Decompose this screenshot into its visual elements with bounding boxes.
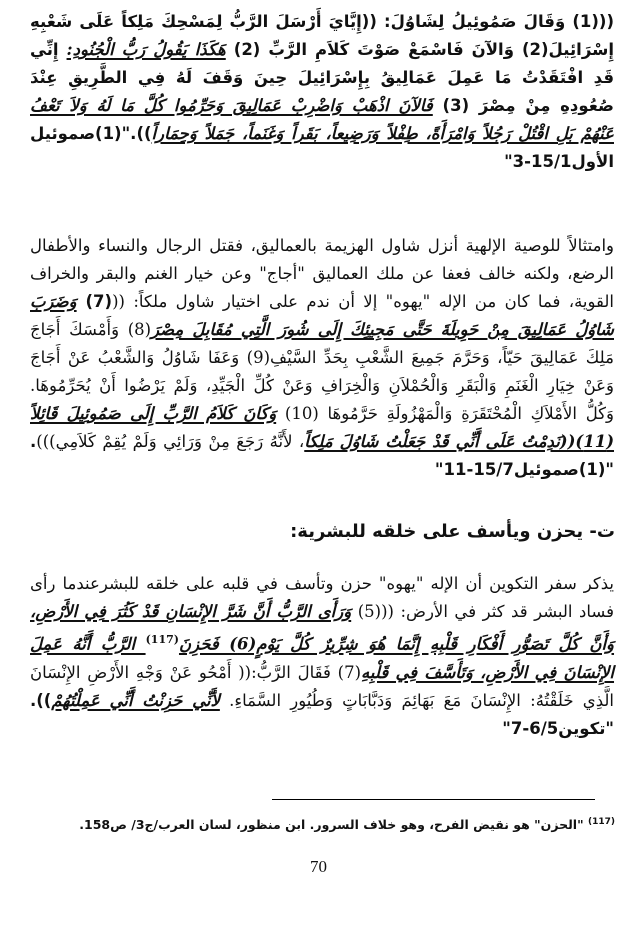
- footnote-text: "الحزن" هو نقيض الفرح، وهو خلاف السرور. ابن منظور، لسان العرب/ج3/ ص158.: [79, 817, 584, 833]
- quote-text: (((1) وَقَالَ صَمُوئِيلُ لِشَاوُلَ: ((إِيَّايَ أَرْسَلَ الرَّبُّ لِمَسْحِكَ مَلِكاً عَلَى شَعْبِهِ إِسْرَائِيلَ(2) وَالآنَ فَاسْمَعْ صَوْتَ كَلاَمِ الرَّبِّ (2): [30, 12, 614, 59]
- underlined-quote: هَكَذَا يَقُولُ رَبُّ الْجُنُودِ:: [66, 40, 226, 59]
- quote-close: )): [136, 124, 152, 143]
- footnote-reference[interactable]: (117): [145, 633, 179, 646]
- quote-text: (8) وَأَمْسَكَ أَجَاجَ مَلِكَ عَمَالِيقَ حَيّاً، وَحَرَّمَ جَمِيعَ الشَّعْبِ بِحَدِّ السَّيْفِ(9) وَعَفَا شَاوُلُ وَالشَّعْبُ عَنْ أَجَاجَ وَعَنْ خِيَارِ الْغَنَمِ وَالْبَقَرِ وَالْحُمْلاَنِ وَالْخِرَافِ وَعَنْ كُلِّ الْجَيِّدِ، وَلَمْ يَرْضُوا أَنْ يُحَرِّمُوهَا. وَكُلُّ الأَمْلاَكِ الْمُحْتَقَرَةِ وَالْمَهْزُولَةِ حَرَّمُوهَا (10): [30, 320, 615, 423]
- body-text: وامتثالاً للوصية الإلهية أنزل شاول الهزيمة بالعماليق، فقتل الرجال والنساء والأطفال الرضع، ولكنه خالف فعفا عن ملك العماليق "أجاج" وعن خيار الغنم والبقر والخراف القوية، فما كان من الإله "يهوه" إلا أن ندم على اختيار شاول ملكاً: ((: [30, 236, 614, 311]
- page-number: 70: [310, 857, 327, 876]
- underlined-quote: وَضَرَبَ شَاوُلُ عَمَالِيقَ مِنْ حَوِيلَةَ حَتَّى مَجِيئِكَ إِلَى شُورَ الَّتِي مُقَابِلَ مِصْرَ: [30, 292, 614, 339]
- scripture-reference: . "(1)صموئيل15/7-11": [30, 432, 614, 479]
- scripture-reference: "تكوين6/5-7": [502, 718, 614, 738]
- quote-text: (7) فَقَالَ الرَّبُّ:(( أَمْحُو عَنْ وَجْهِ الأَرْضِ الإِنْسَانَ الَّذِي خَلَقْتُهُ: الإِنْسَانَ مَعَ بَهَائِمَ وَدَبَّابَاتٍ وَطُيُورِ السَّمَاءِ.: [30, 662, 614, 710]
- footnote: [35, 813, 615, 834]
- underlined-quote: لأَنِّي حَزِنْتُ أَنِّي عَمِلْتُهُمْ: [51, 690, 220, 710]
- underlined-quote: الرَّبُّ أَنَّهُ عَمِلَ الإِنْسَانَ فِي الأَرْضِ، وَتَأَسَّفَ فِي قَلْبِهِ: [30, 634, 615, 682]
- section-heading: ت- يحزن ويأسف على خلقه للبشرية:: [290, 521, 615, 542]
- footnote-number: (117): [587, 817, 615, 827]
- underlined-quote: وَرَأَى الرَّبُّ أَنَّ شَرَّ الإِنْسَانِ قَدْ كَثُرَ فِي الأَرْضِ، وَأَنَّ كُلَّ تَصَوُّرِ أَفْكَارِ قَلْبِهِ إِنَّمَا هُوَ شِرِّيرٌ كُلَّ يَوْمٍ(6) فَحَزِنَ: [30, 602, 615, 654]
- quote-text: إِنِّي قَدِ افْتَقَدْتُ مَا عَمِلَ عَمَالِيقُ بِإِسْرَائِيلَ حِينَ وَقَفَ لَهُ فِي الطَّرِيقِ عِنْدَ صُعُودِهِ مِنْ مِصْرَ (3): [30, 40, 614, 115]
- paragraph-genesis-grief: [30, 570, 614, 743]
- footnote-divider: [272, 799, 595, 800]
- verse-number: (7): [76, 292, 113, 311]
- quote-close: )).: [30, 690, 52, 710]
- scripture-quote-samuel-15-1-3: [30, 8, 614, 176]
- scripture-reference: ."(1)صموئيل الأول15/1-3": [30, 124, 614, 171]
- quote-text: ، لأَنَّهُ رَجَعَ مِنْ وَرَائِي وَلَمْ يُقِمْ كَلاَمِي))): [36, 432, 305, 451]
- underlined-quote: فَالآنَ اذْهَبْ وَاضْرِبْ عَمَالِيقَ وَحَرِّمُوا كُلَّ مَا لَهُ وَلاَ تَعْفُ عَنْهُمْ بَلِ اقْتُلْ رَجُلاً وَامْرَأَةً، طِفْلاً وَرَضِيعاً، بَقَراً وَغَنَماً، جَمَلاً وَحِمَاراً: [30, 96, 614, 143]
- paragraph-saul-amalek: [30, 232, 614, 484]
- underlined-quote: وَكَانَ كَلاَمُ الرَّبِّ إِلَى صَمُوئِيلَ قَائِلاً (11)((نَدِمْتُ عَلَى أَنِّي قَدْ جَعَلْتُ شَاوُلَ مَلِكاً: [30, 404, 614, 451]
- body-text: يذكر سفر التكوين أن الإله "يهوه" حزن وتأسف في قلبه على خلقه للبشرعندما رأى فساد البشر قد كثر في الأرض: (((5): [30, 574, 614, 621]
